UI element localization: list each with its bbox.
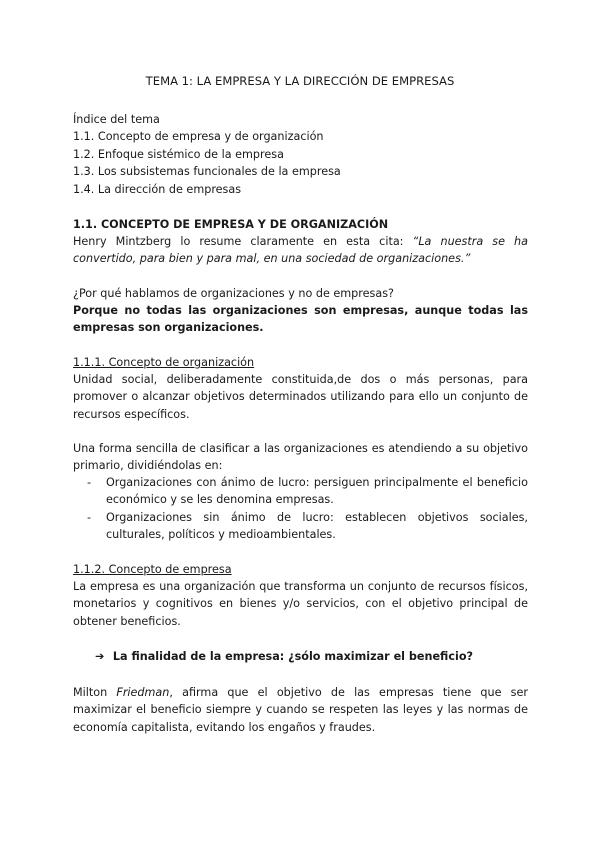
list-item-text: Organizaciones con ánimo de lucro: persiguen principalmente el beneficio económico y se les denomina empresas.	[106, 476, 528, 507]
index-item: 1.4. La dirección de empresas	[73, 182, 242, 196]
organization-types-list	[73, 474, 528, 544]
index-item: 1.2. Enfoque sistémico de la empresa	[73, 147, 284, 161]
list-item	[73, 474, 528, 509]
section-heading-1-1-2: 1.1.2. Concepto de empresa	[73, 563, 232, 576]
arrow-right-icon: ➔	[95, 650, 105, 663]
subheading-text: La finalidad de la empresa: ¿sólo maximizar el beneficio?	[112, 650, 473, 663]
mintzberg-paragraph	[73, 233, 528, 268]
index-item: 1.3. Los subsistemas funcionales de la empresa	[73, 165, 341, 179]
list-item-text: Organizaciones sin ánimo de lucro: establecen objetivos sociales, culturales, políticos y medioambientales.	[106, 510, 528, 542]
answer-text: Porque no todas las organizaciones son empresas, aunque todas las empresas son organizaciones.	[73, 304, 528, 335]
friedman-text: , afirma que el objetivo de las empresas tiene que ser maximizar el beneficio siempre y cuando se respeten las leyes y las normas de economía capitalista, evitando los engaños y fraudes.	[73, 686, 528, 734]
mintzberg-intro: Henry Mintzberg lo resume claramente en esta cita:	[73, 235, 413, 248]
section-heading-1-1: 1.1. CONCEPTO DE EMPRESA Y DE ORGANIZACIÓN	[73, 218, 389, 231]
classification-intro: Una forma sencilla de clasificar a las organizaciones es atendiendo a su objetivo primario, dividiéndolas en:	[73, 442, 528, 473]
index-heading: Índice del tema	[73, 113, 160, 126]
friedman-prefix: Milton	[73, 686, 117, 699]
topic-index	[73, 111, 528, 198]
bullet-dash: -	[87, 510, 92, 524]
bullet-dash: -	[87, 476, 92, 489]
question-text: ¿Por qué hablamos de organizaciones y no de empresas?	[73, 287, 394, 300]
document-title: TEMA 1: LA EMPRESA Y LA DIRECCIÓN DE EMPRESAS	[145, 74, 455, 88]
section-heading-1-1-1: 1.1.1. Concepto de organización	[73, 356, 255, 369]
index-item: 1.1. Concepto de empresa y de organización	[73, 130, 324, 144]
mintzberg-quote: “La nuestra se ha convertido, para bien y para mal, en una sociedad de organizaciones.”	[73, 235, 529, 266]
friedman-name: Friedman	[116, 686, 170, 699]
company-definition: La empresa es una organización que transforma un conjunto de recursos físicos, monetarios y cognitivos en bienes y/o servicios, con el objetivo principal de obtener beneficios.	[73, 580, 528, 628]
organization-definition: Unidad social, deliberadamente constituida,de dos o más personas, para promover o alcanzar objetivos determinados utilizando para ello un conjunto de recursos específicos.	[73, 373, 528, 421]
friedman-paragraph	[73, 684, 528, 736]
list-item	[73, 509, 528, 544]
subheading-row	[95, 648, 473, 665]
